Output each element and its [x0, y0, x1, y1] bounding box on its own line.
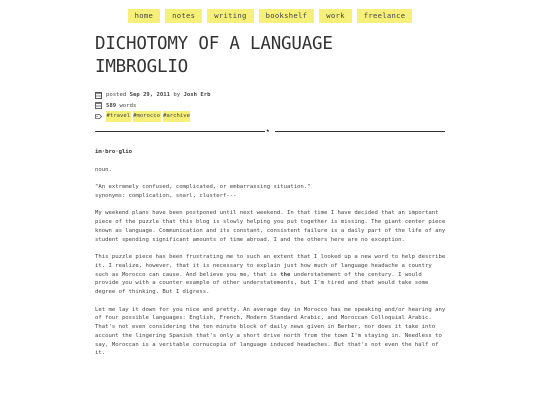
- paragraph-2-emphasis: the: [280, 271, 291, 278]
- word-count: 589: [106, 102, 117, 109]
- meta-words-row: [95, 101, 210, 112]
- paragraph-3: Let me lay it down for you nice and pretty. An average day in Morocco has me speaking and/or hearing any of four possible languages: English, French, Modern Standard Arabic, and Moroccan Colloquial Arabic. That's not even considering the ten minute block of daily news given in Berber, nor does it take into account the lingering Spanish that's only a short drive north from the town I'm staying in. Needless to say, Moroccan is a veritable cornucopia of language induced headaches. But that's not even the half of it.: [95, 306, 446, 357]
- words-label: words: [119, 102, 137, 109]
- meta-tags-row: [95, 111, 210, 122]
- nav-writing[interactable]: writing: [207, 9, 253, 23]
- headword: im·bro·glio: [95, 149, 133, 155]
- posted-prefix: posted: [106, 92, 127, 98]
- paragraph-2: [95, 253, 447, 297]
- nav-notes[interactable]: notes: [165, 9, 202, 23]
- paragraph-2-text-c: understatement of the century. I would provide you with a counter example of other understatements, but I'm tired and that would take some degree of thinking. But I digress.: [95, 271, 429, 295]
- post-title-line1: DICHOTOMY OF A LANGUAGE: [95, 34, 333, 54]
- main-nav: [0, 9, 540, 23]
- part-of-speech: noun.: [95, 166, 112, 173]
- tag-icon: [95, 114, 102, 119]
- paragraph-1: My weekend plans have been postponed until next weekend. In that time I have decided that an important piece of the puzzle that this blog is slowly helping you put together is missing. The giant center piece known as language. Communication and its constant, consistent failure is a daily part of the life of any student spending significant amounts of time abroad. I and the others here are no exception.: [95, 210, 446, 243]
- paragraph-2-text-a: This puzzle piece has been frustrating me to such an extent that I looked up a new word to help describe it. I realize, however, that it is necessary to explain just how much of language headache a country such as Morocco can cause. And believe you me, that is: [95, 254, 446, 278]
- tag-archive[interactable]: #archive: [163, 111, 191, 122]
- document-icon: [95, 102, 102, 109]
- post-meta: [95, 90, 210, 122]
- post-body: [95, 148, 447, 367]
- star-icon: ★: [266, 127, 270, 135]
- definition-block: [95, 183, 447, 201]
- divider-line-left: [95, 131, 265, 132]
- tag-travel[interactable]: #travel: [106, 111, 131, 122]
- nav-bookshelf[interactable]: bookshelf: [259, 9, 315, 23]
- nav-home[interactable]: home: [128, 9, 161, 23]
- nav-work[interactable]: work: [319, 9, 352, 23]
- tag-morocco[interactable]: #morocco: [133, 111, 161, 122]
- synonyms: synonyms: complication, snarl, clusterf---: [95, 192, 237, 199]
- definition: "An extremely confused, complicated, or embarrassing situation.": [95, 184, 311, 190]
- section-divider: [95, 127, 445, 135]
- post-title: [95, 33, 455, 79]
- calendar-icon: [95, 92, 102, 99]
- post-date: Sep 29, 2011: [129, 92, 171, 98]
- post-title-line2: IMBROGLIO: [95, 57, 189, 77]
- meta-date-row: [95, 90, 210, 101]
- nav-freelance[interactable]: freelance: [357, 9, 413, 23]
- post-author[interactable]: Josh Erb: [183, 92, 211, 98]
- divider-line-right: [275, 131, 445, 132]
- by-label: by: [173, 92, 181, 98]
